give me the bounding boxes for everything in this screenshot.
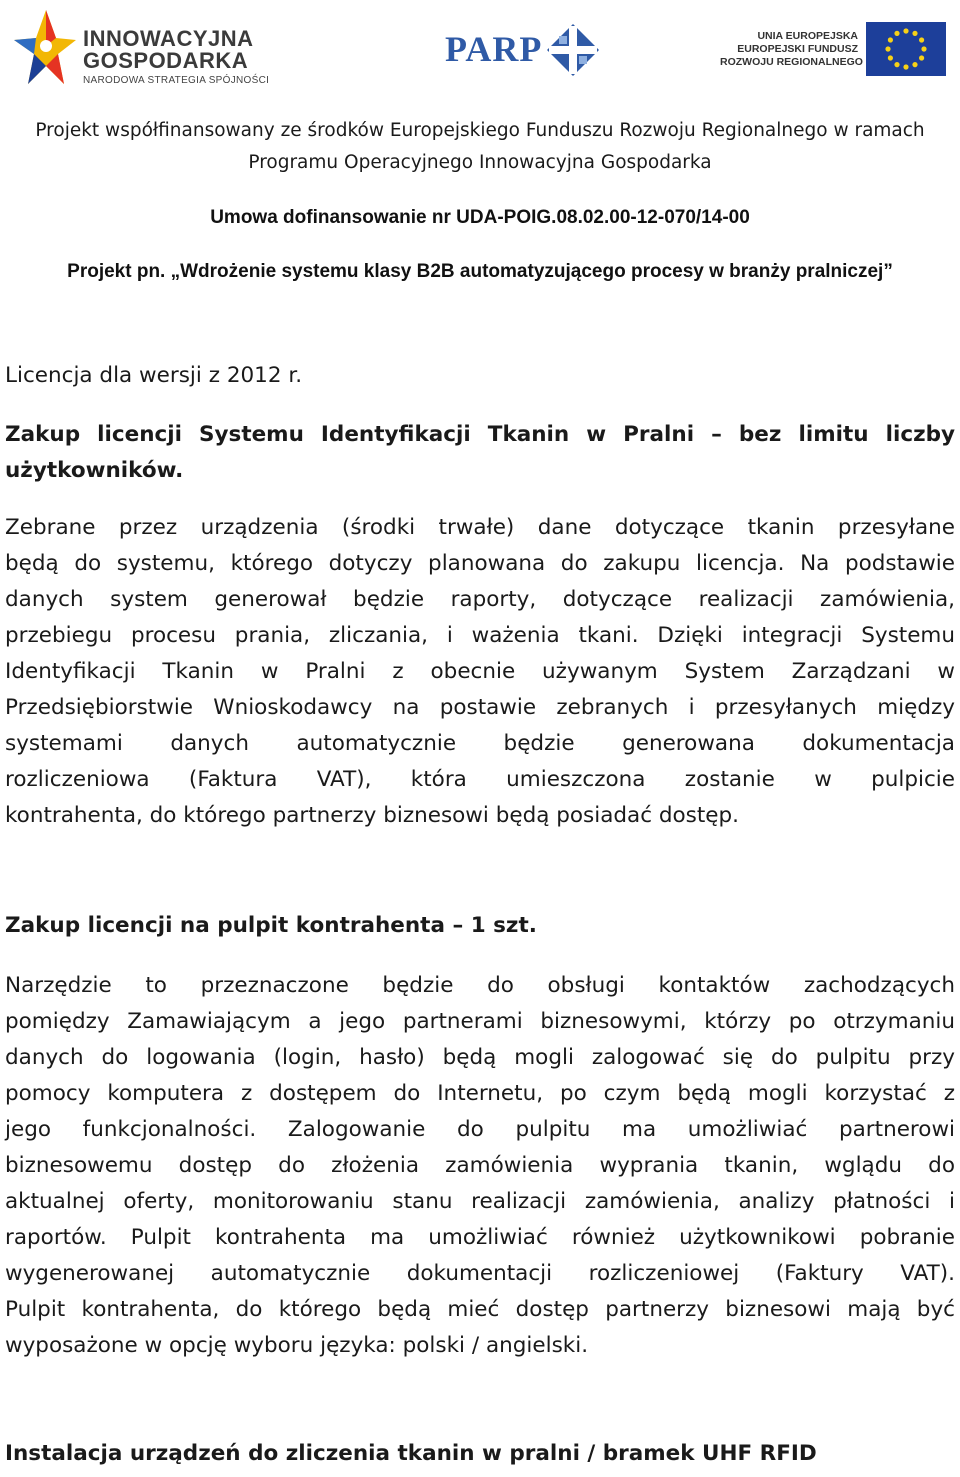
section1-title-line: Zakup licencji Systemu Identyfikacji Tkanin w Pralni – bez limitu liczby	[5, 422, 955, 447]
eu-flag-icon	[866, 22, 946, 76]
paragraph-line: Zebrane przez urządzenia (środki trwałe) dane dotyczące tkanin przesyłane	[5, 515, 955, 540]
license-version: Licencja dla wersji z 2012 r.	[5, 363, 303, 388]
parp-logo-text: PARP	[445, 29, 543, 69]
paragraph-line: Identyfikacji Tkanin w Pralni z obecnie używanym System Zarządzani w	[5, 659, 955, 684]
star-emblem-icon	[8, 6, 78, 94]
eu-logo-line1: UNIA EUROPEJSKA	[757, 30, 858, 42]
section2-title: Zakup licencji na pulpit kontrahenta – 1 szt.	[5, 913, 537, 938]
paragraph-line: Przedsiębiorstwie Wnioskodawcy na postawie zebranych i przesyłanych między	[5, 695, 955, 720]
paragraph-line: pomocy komputera z dostępem do Internetu, po czym będą mogli korzystać z	[5, 1081, 955, 1106]
section1-title	[5, 417, 955, 489]
paragraph-line: raportów. Pulpit kontrahenta ma umożliwiać również użytkownikowi pobranie	[5, 1225, 955, 1250]
paragraph-line: biznesowemu dostęp do złożenia zamówienia wyprania tkanin, wglądu do	[5, 1153, 955, 1178]
paragraph-line: aktualnej oferty, monitorowaniu stanu realizacji zamówienia, analizy płatności i	[5, 1189, 955, 1214]
innowacyjna-gospodarka-logo	[8, 6, 273, 94]
eu-logo-line3: ROZWOJU REGIONALNEGO	[720, 56, 863, 68]
project-cofinancing-line2: Programu Operacyjnego Innowacyjna Gospodarka	[248, 152, 712, 173]
paragraph-line: pomiędzy Zamawiającym a jego partnerami biznesowymi, którzy po otrzymaniu	[5, 1009, 955, 1034]
paragraph-line: danych system generował będzie raporty, dotyczące realizacji zamówienia,	[5, 587, 955, 612]
ig-logo-line2: GOSPODARKA	[83, 48, 249, 73]
paragraph-line: rozliczeniowa (Faktura VAT), która umieszczona zostanie w pulpicie	[5, 767, 955, 792]
section1-paragraph	[5, 510, 955, 834]
paragraph-line: kontrahenta, do którego partnerzy biznesowi będą posiadać dostęp.	[5, 803, 740, 828]
section1-title-line: użytkowników.	[5, 458, 184, 483]
parp-logo	[445, 20, 605, 80]
paragraph-line: wyposażone w opcję wyboru języka: polski / angielski.	[5, 1333, 589, 1358]
parp-diamond-icon	[545, 22, 601, 78]
project-name: Projekt pn. „Wdrożenie systemu klasy B2B automatyzującego procesy w branży pralniczej”	[67, 261, 893, 282]
ig-logo-line1: INNOWACYJNA	[83, 26, 254, 51]
paragraph-line: przebiegu procesu prania, zliczania, i ważenia tkani. Dzięki integracji Systemu	[5, 623, 955, 648]
section2-paragraph	[5, 968, 955, 1364]
paragraph-line: systemami danych automatycznie będzie generowana dokumentacja	[5, 731, 955, 756]
paragraph-line: będą do systemu, którego dotyczy planowana do zakupu licencja. Na podstawie	[5, 551, 955, 576]
eu-logo	[720, 22, 952, 82]
paragraph-line: danych do logowania (login, hasło) będą mogli zalogować się do pulpitu przy	[5, 1045, 955, 1070]
logo-bar	[0, 0, 960, 100]
paragraph-line: Pulpit kontrahenta, do którego będą mieć dostęp partnerzy biznesowi mają być	[5, 1297, 955, 1322]
paragraph-line: Narzędzie to przeznaczone będzie do obsługi kontaktów zachodzących	[5, 973, 955, 998]
paragraph-line: jego funkcjonalności. Zalogowanie do pulpitu ma umożliwiać partnerowi	[5, 1117, 955, 1142]
section3-title: Instalacja urządzeń do zliczenia tkanin w pralni / bramek UHF RFID	[5, 1441, 817, 1466]
project-cofinancing-line1: Projekt współfinansowany ze środków Europejskiego Funduszu Rozwoju Regionalnego w ramach	[35, 120, 925, 141]
eu-logo-line2: EUROPEJSKI FUNDUSZ	[737, 43, 858, 55]
contract-number: Umowa dofinansowanie nr UDA-POIG.08.02.00-12-070/14-00	[210, 207, 750, 228]
paragraph-line: wygenerowanej automatycznie dokumentacji rozliczeniowej (Faktury VAT).	[5, 1261, 955, 1286]
ig-logo-line3: NARODOWA STRATEGIA SPÓJNOŚCI	[83, 75, 270, 86]
